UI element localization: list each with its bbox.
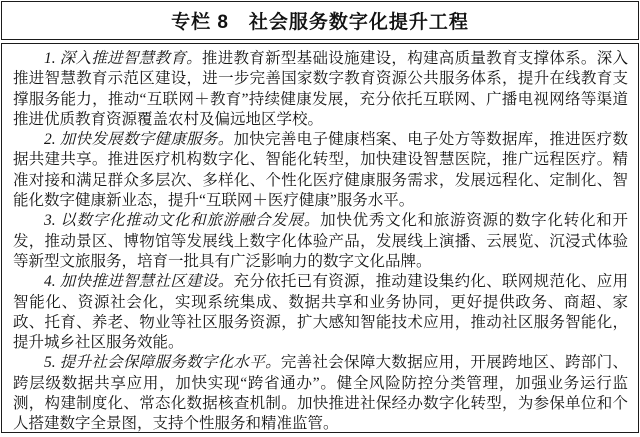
panel-body-box — [1, 43, 639, 433]
paragraph — [13, 353, 628, 433]
paragraph-lead: 2. 加快发展数字健康服务。 — [44, 131, 234, 149]
paragraph-lead: 1. 深入推进智慧教育。 — [44, 50, 202, 67]
paragraph — [13, 272, 628, 353]
paragraph-text: 完善社会保障大数据应用，开展跨地区、跨部门、跨层级数据共享应用，加快实现“跨省通办”。健全风险防控分类管理，加强业务运行监测，构建制度化、常态化数据核查机制。加快推进社保经办数字化转型，为参保单位和个人搭建数字全景图，支持个性服务和精准监管。 — [13, 354, 628, 433]
paragraph — [13, 211, 628, 272]
paragraph-lead: 5. 提升社会保障服务数字化水平。 — [44, 354, 281, 372]
paragraph-text: 加快优秀文化和旅游资源的数字化转化和开发，推动景区、博物馆等发展线上数字化体验产品，发展线上演播、云展览、沉浸式体验等新型文旅服务，培育一批具有广泛影响力的数字文化品牌。 — [13, 212, 628, 270]
paragraph — [13, 49, 628, 130]
paragraph-text: 推进教育新型基础设施建设，构建高质量教育支撑体系。深入推进智慧教育示范区建设，进一步完善国家数字教育资源公共服务体系，提升在线教育支撑服务能力，推动“互联网＋教育”持续健康发展，充分依托互联网、广播电视网络等渠道推进优质教育资源覆盖农村及偏远地区学校。 — [13, 50, 628, 128]
paragraph-text: 充分依托已有资源，推动建设集约化、联网规范化、应用智能化、资源社会化，实现系统集成、数据共享和业务协同，更好提供政务、商超、家政、托育、养老、物业等社区服务资源，扩大感知智能技术应用，推动社区服务智能化，提升城乡社区服务效能。 — [13, 273, 628, 352]
paragraph-lead: 3. 以数字化推动文化和旅游融合发展。 — [44, 212, 321, 230]
paragraph-lead: 4. 加快推进智慧社区建设。 — [44, 273, 234, 291]
paragraph-text: 加快完善电子健康档案、电子处方等数据库，推进医疗数据共建共享。推进医疗机构数字化、智能化转型，加快建设智慧医院，推广远程医疗。精准对接和满足群众多层次、多样化、个性化医疗健康服务需求，发展远程化、定制化、智能化数字健康新业态，提升“互联网＋医疗健康”服务水平。 — [13, 131, 628, 210]
paragraph — [13, 130, 628, 211]
panel-title: 专栏 8 社会服务数字化提升工程 — [171, 12, 469, 33]
panel-title-box — [1, 1, 639, 40]
